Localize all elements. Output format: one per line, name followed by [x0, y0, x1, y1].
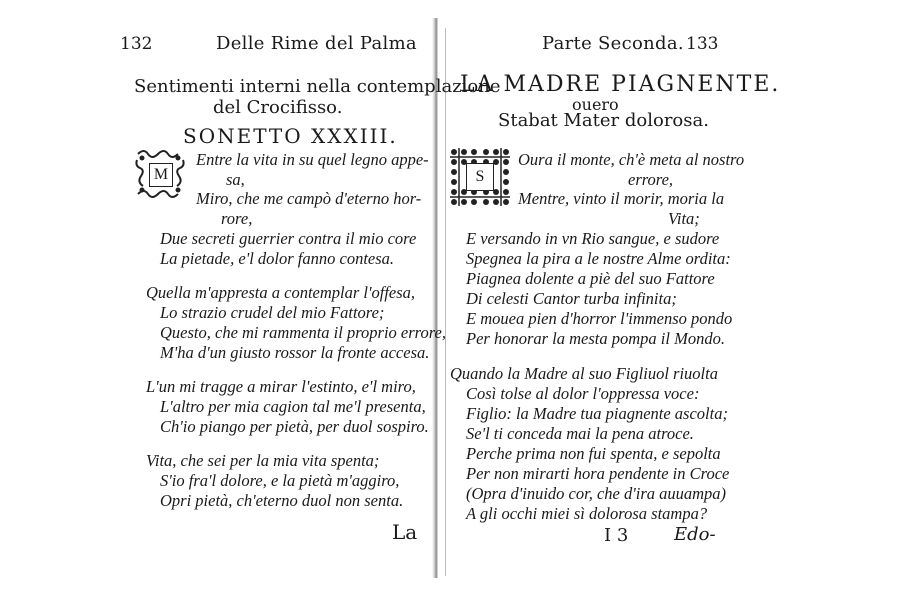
right-page-number: 133: [686, 34, 719, 54]
decorative-initial: [149, 163, 173, 187]
sonnet-title: SONETTO XXXIII.: [183, 124, 398, 148]
right-catchword: Edo-: [674, 524, 716, 545]
poem-title: LA MADRE PIAGNENTE.: [460, 72, 781, 97]
poem-subtitle-latin: Stabat Mater dolorosa.: [498, 110, 709, 131]
verse-line: L'un mi tragge a mirar l'estinto, e'l miro,: [146, 377, 416, 396]
verse-line: Lo strazio crudel del mio Fattore;: [160, 303, 385, 322]
verse-line: L'altro per mia cagion tal me'l presenta,: [160, 397, 426, 416]
verse-line: Se'l ti conceda mai la pena atroce.: [466, 424, 694, 443]
verse-line: Miro, che me campò d'eterno hor-: [196, 189, 422, 208]
left-catchword: La: [392, 520, 418, 544]
verse-line: Perche prima non fui spenta, e sepolta: [466, 444, 721, 463]
verse-line: Piagnea dolente a piè del suo Fattore: [466, 269, 715, 288]
verse-line: E versando in vn Rio sangue, e sudore: [466, 229, 720, 248]
verse-line: rore,: [221, 209, 253, 228]
initial-letter: M: [153, 166, 169, 183]
verse-line: Vita;: [668, 209, 700, 228]
verse-line: Opri pietà, ch'eterno duol non senta.: [160, 491, 404, 510]
verse-line: Così tolse al dolor l'oppressa voce:: [466, 384, 700, 403]
verse-line: Mentre, vinto il morir, moria la: [518, 189, 725, 208]
verse-line: Entre la vita in su quel legno appe-: [196, 150, 429, 169]
signature-mark: I 3: [604, 525, 629, 546]
initial-letter: S: [475, 168, 485, 185]
verse-line: Quando la Madre al suo Figliuol riuolta: [450, 364, 718, 383]
verse-line: E mouea pien d'horror l'immenso pondo: [466, 309, 733, 328]
verse-line: Figlio: la Madre tua piagnente ascolta;: [466, 404, 728, 423]
poem-subtitle-ouero: ouero: [572, 95, 619, 114]
verse-line: Vita, che sei per la mia vita spenta;: [146, 451, 380, 470]
decorative-initial: [466, 163, 494, 191]
right-page: [438, 0, 900, 600]
poem-heading-line1: Sentimenti interni nella contemplazione: [134, 76, 501, 97]
verse-line: M'ha d'un giusto rossor la fronte accesa.: [160, 343, 430, 362]
verse-line: A gli occhi miei sì dolorosa stampa?: [466, 504, 708, 523]
verse-line: Per non mirarti hora pendente in Croce: [466, 464, 730, 483]
verse-line: sa,: [226, 170, 245, 189]
verse-line: Di celesti Cantor turba infinita;: [466, 289, 677, 308]
verse-line: errore,: [628, 170, 674, 189]
verse-line: La pietade, e'l dolor fanno contesa.: [160, 249, 395, 268]
verse-line: Questo, che mi rammenta il proprio errore,: [160, 323, 446, 342]
verse-line: Per honorar la mesta pompa il Mondo.: [466, 329, 725, 348]
right-running-head: Parte Seconda.: [542, 33, 684, 54]
left-page-number: 132: [120, 34, 153, 54]
poem-heading-line2: del Crocifisso.: [213, 97, 343, 118]
left-running-head: Delle Rime del Palma: [216, 33, 417, 54]
verse-line: Oura il monte, ch'è meta al nostro: [518, 150, 745, 169]
verse-line: S'io fra'l dolore, e la pietà m'aggiro,: [160, 471, 400, 490]
verse-line: Spegnea la pira a le nostre Alme ordita:: [466, 249, 731, 268]
verse-line: (Opra d'inuido cor, che d'ira auuampa): [466, 484, 727, 503]
verse-line: Due secreti guerrier contra il mio core: [160, 229, 417, 248]
verse-line: Ch'io piango per pietà, per duol sospiro.: [160, 417, 429, 436]
verse-line: Quella m'appresta a contemplar l'offesa,: [146, 283, 416, 302]
